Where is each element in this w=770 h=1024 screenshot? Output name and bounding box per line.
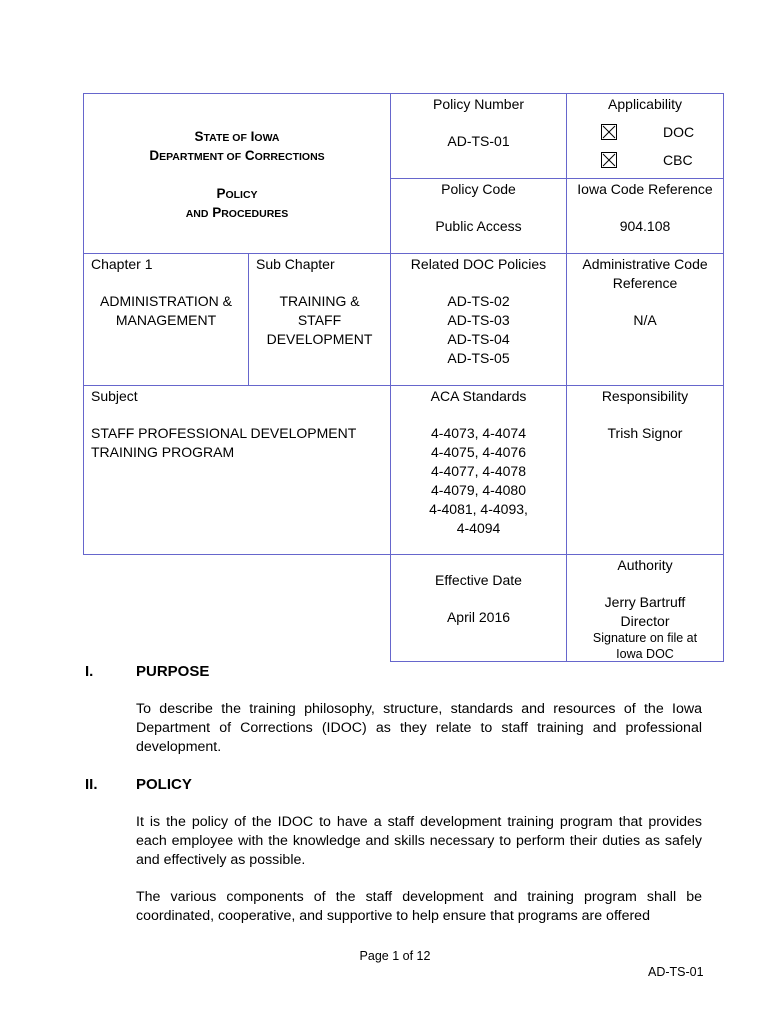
aca-line: 4-4079, 4-4080 [431, 482, 526, 498]
responsibility-value: Trish Signor [607, 425, 683, 441]
signature-note2: Iowa DOC [616, 647, 674, 661]
aca-line: 4-4073, 4-4074 [431, 425, 526, 441]
section-1-text: To describe the training philosophy, structure, standards and resources of the Iowa Department of Corrections (IDOC) as they relate to staff training and professional development. [136, 701, 702, 755]
table-border-right [723, 93, 724, 662]
authority-title: Director [620, 613, 670, 629]
policy-number-label: Policy Number [432, 96, 525, 112]
policy-number-value: AD-TS-01 [447, 133, 510, 149]
subject-line2: TRAINING PROGRAM [91, 444, 235, 460]
admin-code-value: N/A [633, 312, 657, 328]
policy-title: POLICY [216, 186, 258, 201]
related-policy-item: AD-TS-03 [447, 312, 510, 328]
aca-label: ACA Standards [430, 388, 527, 404]
section-2-title: POLICY [136, 776, 192, 793]
sub-chapter-line1: TRAINING & [279, 293, 360, 309]
table-border-top [83, 93, 724, 94]
footer-doc-id: AD-TS-01 [648, 965, 704, 979]
x-mark-icon [602, 125, 616, 139]
table-border-row3 [83, 554, 724, 555]
cbc-checkbox-label: CBC [663, 152, 693, 168]
section-1-title: PURPOSE [136, 663, 210, 680]
sub-chapter-label: Sub Chapter [256, 256, 335, 272]
section-1-number: I. [85, 663, 94, 680]
aca-line: 4-4081, 4-4093, [429, 501, 528, 517]
iowa-code-label: Iowa Code Reference [577, 181, 713, 197]
doc-checkbox-label: DOC [663, 124, 695, 140]
table-border-row1 [83, 253, 724, 254]
x-mark-icon [602, 153, 616, 167]
table-border-col3 [566, 93, 567, 662]
admin-code-label2: Reference [612, 275, 678, 291]
iowa-code-value: 904.108 [619, 218, 671, 234]
authority-name: Jerry Bartruff [604, 594, 686, 610]
page-number: Page 1 of 12 [359, 949, 431, 963]
signature-note1: Signature on file at [592, 631, 698, 645]
procedures-title: AND PROCEDURES [185, 205, 289, 220]
table-border-row-policycode [390, 178, 724, 179]
sub-chapter-line3: DEVELOPMENT [266, 331, 373, 347]
cbc-checkbox[interactable] [601, 152, 617, 168]
aca-line: 4-4094 [456, 520, 501, 536]
section-2-number: II. [85, 776, 98, 793]
department-title: DEPARTMENT OF CORRECTIONS [149, 148, 325, 163]
applicability-label: Applicability [608, 96, 682, 112]
related-policy-item: AD-TS-02 [447, 293, 510, 309]
policy-code-value: Public Access [435, 218, 522, 234]
policy-code-label: Policy Code [441, 181, 516, 197]
subject-label: Subject [91, 388, 138, 404]
sub-chapter-line2: STAFF [297, 312, 342, 328]
effective-date-value: April 2016 [446, 609, 511, 625]
chapter-line2: MANAGEMENT [115, 312, 217, 328]
state-title: STATE OF IOWA [194, 129, 280, 144]
table-border-row2 [83, 385, 724, 386]
related-policy-item: AD-TS-05 [447, 350, 510, 366]
chapter-label: Chapter 1 [91, 256, 153, 272]
aca-line: 4-4077, 4-4078 [431, 463, 526, 479]
aca-line: 4-4075, 4-4076 [431, 444, 526, 460]
section-2-paragraph-1: It is the policy of the IDOC to have a staff development training program that provides each employee with the knowledge and skills necessary to perform their duties as safely and effectively as possible. [136, 814, 702, 868]
admin-code-label1: Administrative Code [582, 256, 708, 272]
doc-checkbox[interactable] [601, 124, 617, 140]
authority-label: Authority [617, 557, 673, 573]
responsibility-label: Responsibility [601, 388, 689, 404]
effective-date-label: Effective Date [435, 572, 522, 588]
chapter-line1: ADMINISTRATION & [100, 293, 232, 309]
subject-line1: STAFF PROFESSIONAL DEVELOPMENT [91, 425, 357, 441]
related-policy-item: AD-TS-04 [447, 331, 510, 347]
section-2-paragraph-2: The various components of the staff development and training program shall be coordinated, cooperative, and supportive to help ensure that programs are offered [136, 889, 702, 924]
related-policies-label: Related DOC Policies [410, 256, 547, 272]
